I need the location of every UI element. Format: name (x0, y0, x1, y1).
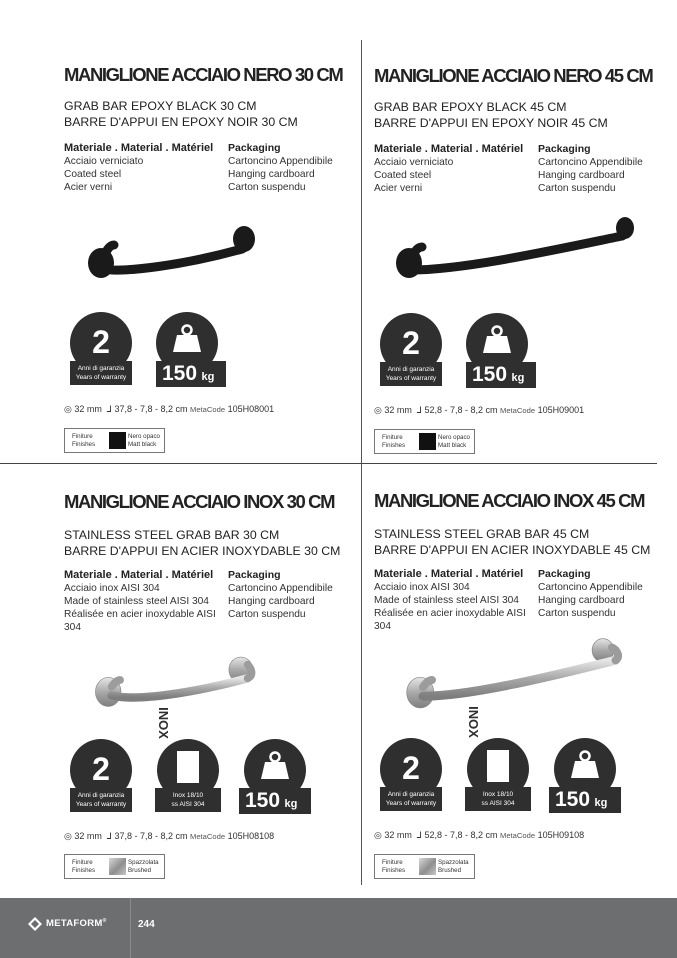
material-block: Materiale . Material . Matériel Acciaio inox AISI 304 Made of stainless steel AISI 304 Réalisée en acier inoxydable AISI 304 (374, 568, 539, 633)
warranty-years: 2 (402, 750, 420, 786)
product-specs: ◎ 32 mm ⅃ 52,8 - 7,8 - 8,2 cm MetaCode 105H09001 (374, 405, 585, 415)
diameter-icon: ◎ (374, 405, 382, 415)
packaging-heading: Packaging (538, 568, 591, 580)
inox-caption: Inox 18/10 ss AISI 304 (465, 787, 531, 811)
warranty-years: 2 (92, 751, 110, 787)
load-capacity: 150 kg (239, 788, 311, 814)
inox-icon (156, 707, 200, 789)
product-card (374, 490, 669, 880)
load-capacity: 150 kg (549, 787, 621, 813)
product-title: MANIGLIONE ACCIAIO NERO 30 CM (64, 64, 343, 85)
diameter-icon: ◎ (64, 831, 72, 841)
dimensions-icon: ⅃ (106, 404, 112, 414)
warranty-caption: Anni di garanzia Years of warranty (70, 788, 132, 812)
finish-swatch (419, 433, 436, 450)
svg-text:INOX: INOX (466, 706, 481, 738)
product-subtitle: GRAB BAR EPOXY BLACK 45 CM BARRE D'APPUI EN EPOXY NOIR 45 CM (374, 100, 608, 130)
load-capacity: 150 kg (466, 362, 536, 388)
product-title: MANIGLIONE ACCIAIO INOX 45 CM (374, 490, 645, 511)
product-specs: ◎ 32 mm ⅃ 37,8 - 7,8 - 8,2 cm MetaCode 105H08108 (64, 831, 275, 841)
material-block: Materiale . Material . Matériel Acciaio verniciato Coated steel Acier verni (374, 143, 539, 195)
product-card (374, 65, 669, 455)
metacode: 105H09108 (537, 830, 585, 840)
grab-bar-image (64, 199, 359, 299)
material-heading: Materiale . Material . Matériel (374, 568, 524, 580)
row-divider (0, 463, 657, 464)
material-heading: Materiale . Material . Matériel (64, 142, 214, 154)
grab-bar-image (374, 200, 669, 300)
packaging-heading: Packaging (228, 569, 281, 581)
grab-bar-image (374, 635, 669, 725)
metacode: 105H09001 (537, 405, 585, 415)
packaging-heading: Packaging (228, 142, 281, 154)
page-footer (0, 898, 677, 958)
finish-swatch-box: Finiture Finishes Spazzolata Brushed (374, 854, 475, 879)
finish-swatch-box: Finiture Finishes Nero opaco Matt black (64, 428, 165, 453)
product-subtitle: STAINLESS STEEL GRAB BAR 45 CM BARRE D'APPUI EN ACIER INOXYDABLE 45 CM (374, 527, 651, 557)
material-block: Materiale . Material . Matériel Acciaio verniciato Coated steel Acier verni (64, 142, 229, 194)
finish-swatch-box: Finiture Finishes Nero opaco Matt black (374, 429, 475, 454)
dimensions-icon: ⅃ (106, 831, 112, 841)
weight-icon (481, 325, 513, 355)
packaging-block: Packaging Cartoncino Appendibile Hanging cardboard Carton suspendu (538, 143, 673, 195)
weight-icon (259, 751, 291, 781)
finish-swatch (109, 432, 126, 449)
packaging-block: Packaging Cartoncino Appendibile Hanging cardboard Carton suspendu (538, 568, 673, 620)
packaging-block: Packaging Cartoncino Appendibile Hanging cardboard Carton suspendu (228, 142, 363, 194)
material-block: Materiale . Material . Matériel Acciaio inox AISI 304 Made of stainless steel AISI 304 Réalisée en acier inoxydable AISI 304 (64, 569, 229, 634)
grab-bar-image (64, 646, 359, 731)
page-number: 244 (138, 919, 155, 930)
brand-logo: METAFORM® (46, 918, 107, 930)
material-heading: Materiale . Material . Matériel (374, 143, 524, 155)
diameter-icon: ◎ (374, 830, 382, 840)
product-specs: ◎ 32 mm ⅃ 37,8 - 7,8 - 8,2 cm MetaCode 105H08001 (64, 404, 275, 414)
dimensions-icon: ⅃ (416, 830, 422, 840)
weight-icon (569, 750, 601, 780)
inox-caption: Inox 18/10 ss AISI 304 (155, 788, 221, 812)
weight-icon (171, 324, 203, 354)
metacode: 105H08001 (227, 404, 275, 414)
warranty-years: 2 (402, 325, 420, 361)
warranty-caption: Anni di garanzia Years of warranty (380, 787, 442, 811)
svg-text:INOX: INOX (156, 707, 171, 739)
packaging-heading: Packaging (538, 143, 591, 155)
diameter-icon: ◎ (64, 404, 72, 414)
product-subtitle: GRAB BAR EPOXY BLACK 30 CM BARRE D'APPUI EN EPOXY NOIR 30 CM (64, 99, 298, 129)
finish-swatch (109, 858, 126, 875)
footer-separator (130, 898, 131, 958)
metaform-logo-icon (28, 917, 42, 931)
finish-swatch (419, 858, 436, 875)
packaging-block: Packaging Cartoncino Appendibile Hanging cardboard Carton suspendu (228, 569, 363, 621)
metacode: 105H08108 (227, 831, 275, 841)
load-capacity: 150 kg (156, 361, 226, 387)
material-heading: Materiale . Material . Matériel (64, 569, 214, 581)
product-title: MANIGLIONE ACCIAIO INOX 30 CM (64, 491, 335, 512)
warranty-caption: Anni di garanzia Years of warranty (70, 361, 132, 385)
product-specs: ◎ 32 mm ⅃ 52,8 - 7,8 - 8,2 cm MetaCode 105H09108 (374, 830, 585, 840)
inox-icon (466, 706, 510, 788)
warranty-caption: Anni di garanzia Years of warranty (380, 362, 442, 386)
product-card (64, 64, 359, 454)
finish-swatch-box: Finiture Finishes Spazzolata Brushed (64, 854, 165, 879)
warranty-years: 2 (92, 324, 110, 360)
dimensions-icon: ⅃ (416, 405, 422, 415)
product-title: MANIGLIONE ACCIAIO NERO 45 CM (374, 65, 653, 86)
product-subtitle: STAINLESS STEEL GRAB BAR 30 CM BARRE D'APPUI EN ACIER INOXYDABLE 30 CM (64, 528, 341, 558)
product-card (64, 491, 359, 881)
